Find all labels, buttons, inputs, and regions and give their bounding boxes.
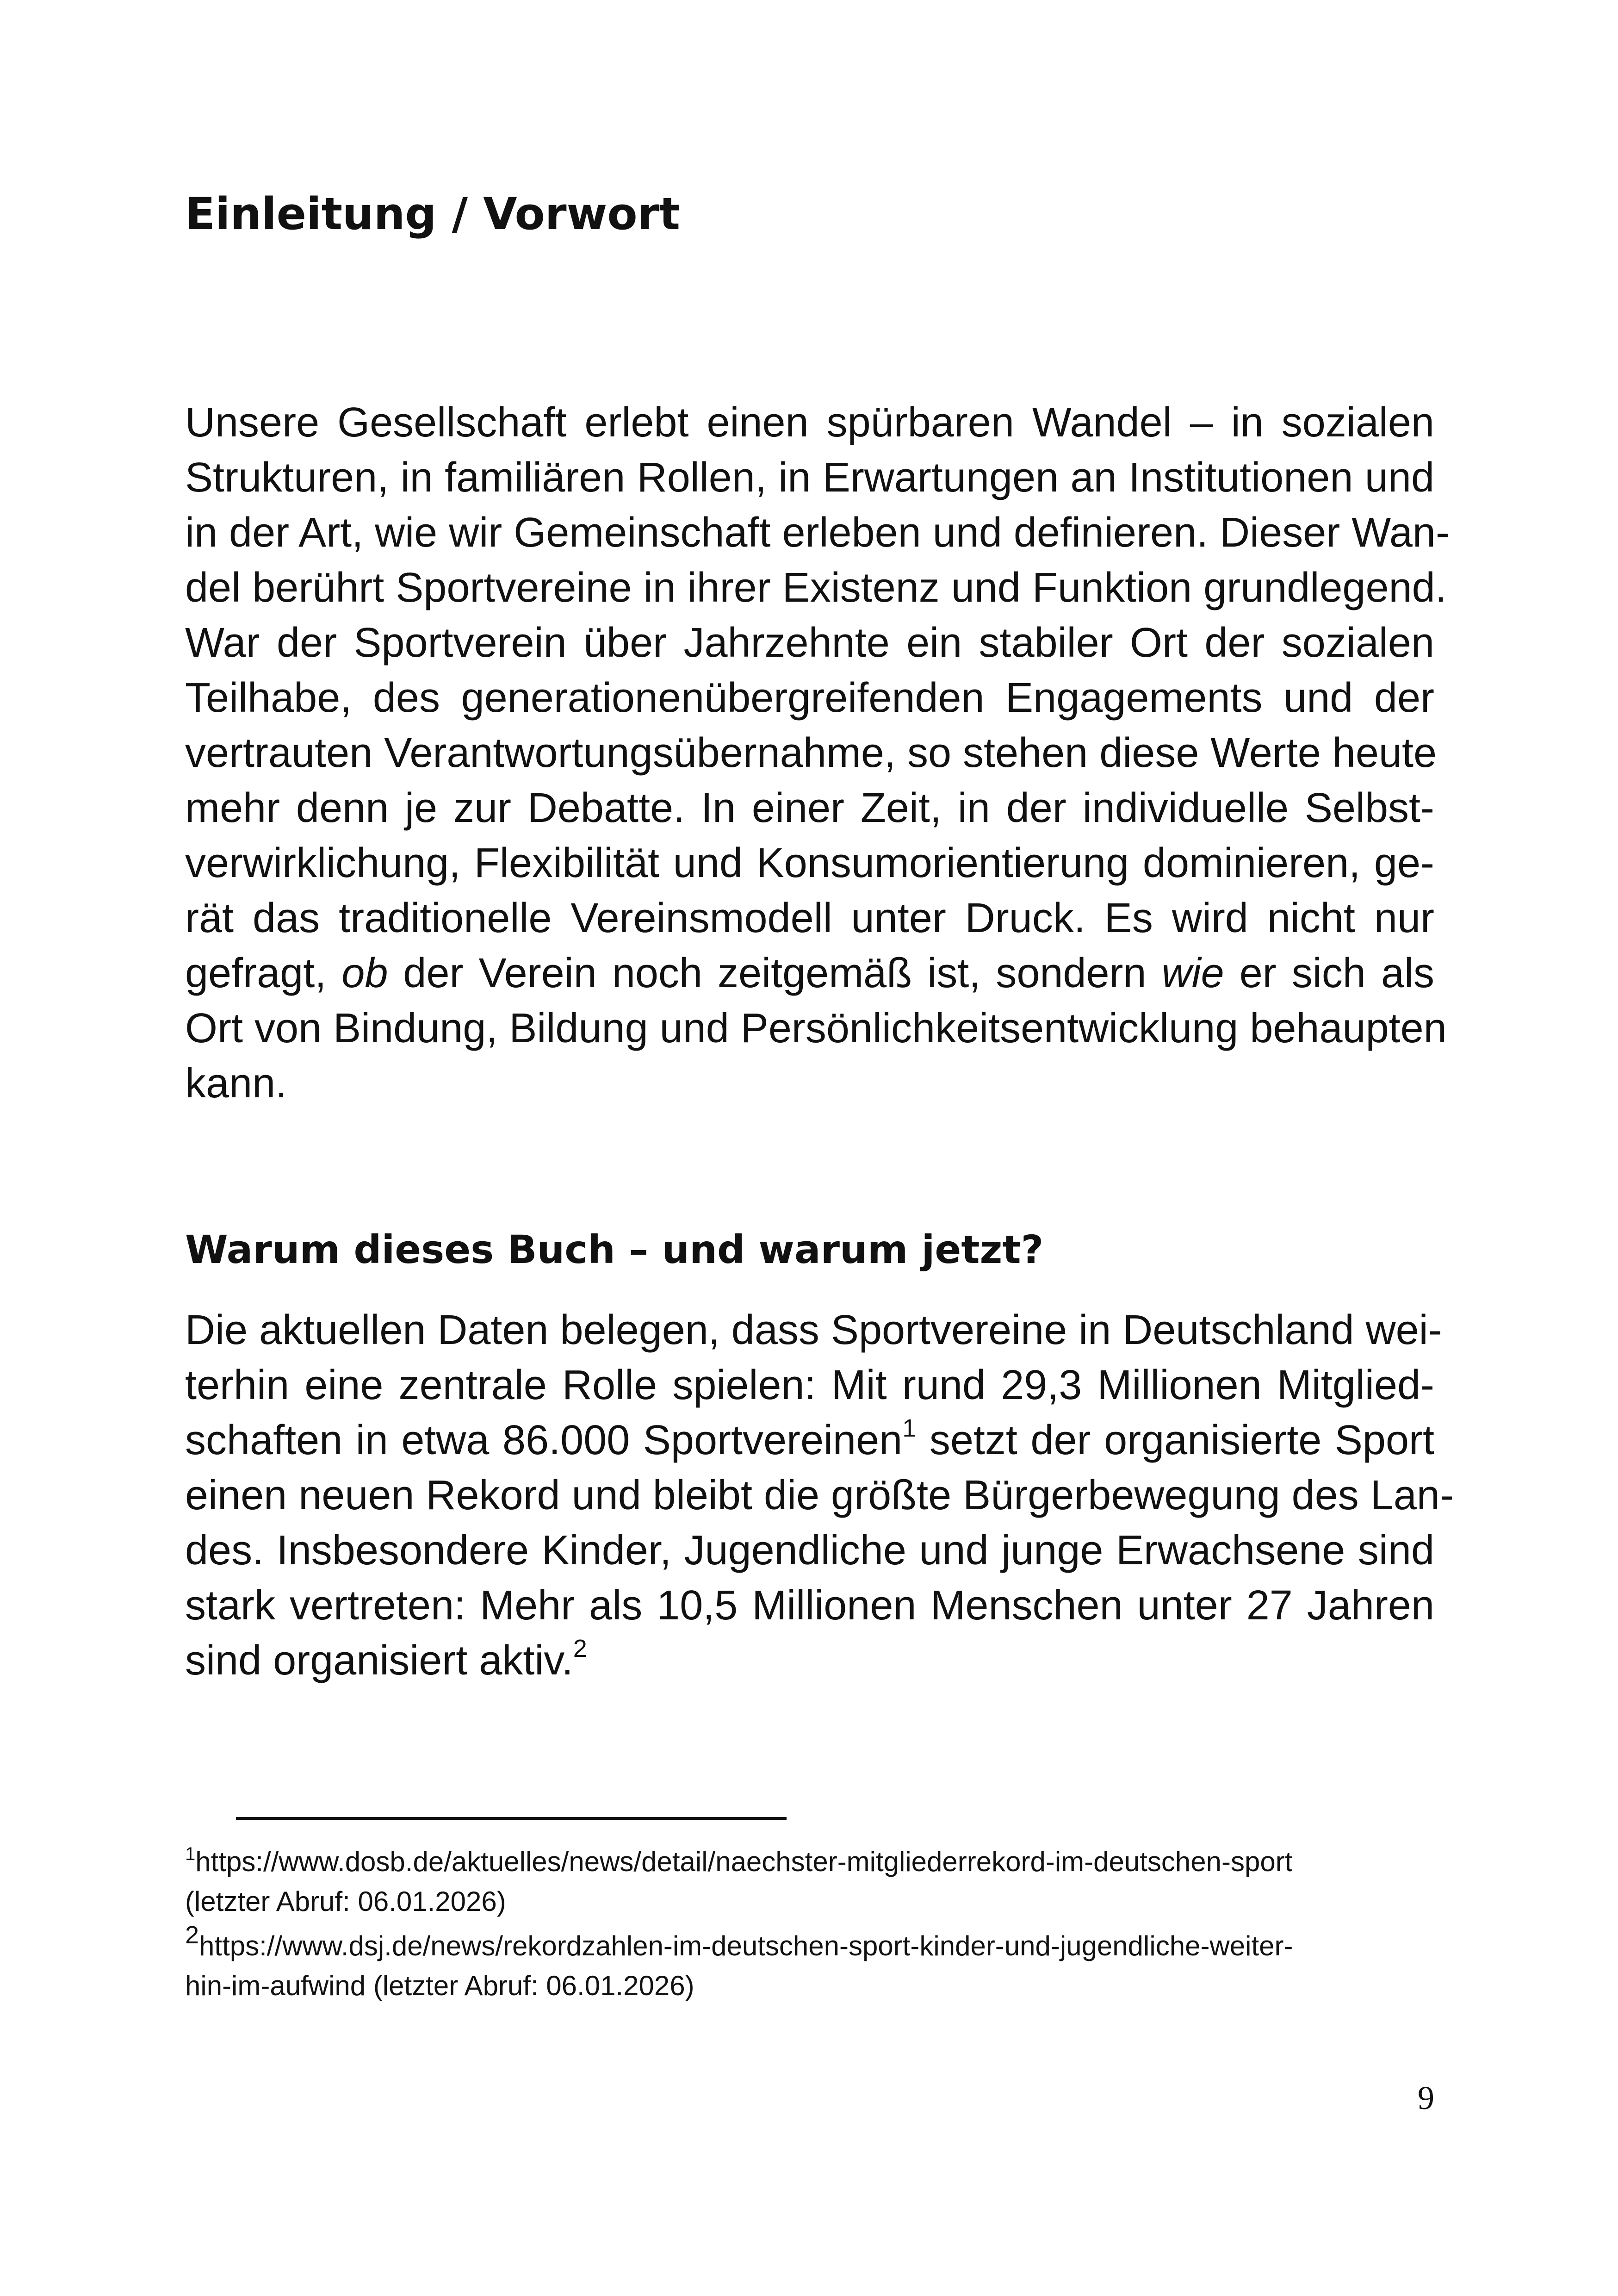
- paragraph-line: Die aktuellen Daten belegen, dass Sportvereine in Deutschland wei-: [185, 1307, 1442, 1353]
- emphasis-ob: ob: [341, 950, 388, 996]
- section-subheading: Warum dieses Buch – und warum jetzt?: [185, 1227, 1044, 1272]
- paragraph-line: einen neuen Rekord und bleibt die größte Bürgerbewegung des Lan-: [185, 1472, 1454, 1518]
- text-run: setzt der organisierte Sport: [916, 1417, 1434, 1463]
- paragraph-line: [185, 946, 1434, 1001]
- footnote-line: hin-im-aufwind (letzter Abruf: 06.01.2026): [185, 1970, 694, 2001]
- paragraph-line: Unsere Gesellschaft erlebt einen spürbaren Wandel – in sozialen: [185, 399, 1434, 446]
- data-paragraph: [185, 1303, 1454, 1688]
- paragraph-line: del berührt Sportvereine in ihrer Existenz und Funktion grundlegend.: [185, 565, 1447, 611]
- footnote-marker: 1: [185, 1844, 196, 1864]
- text-run: der Verein noch zeitgemäß ist, sondern: [388, 950, 1162, 996]
- intro-paragraph: [185, 395, 1450, 1111]
- text-run: sind organisiert aktiv.: [185, 1637, 573, 1684]
- paragraph-line: Ort von Bindung, Bildung und Persönlichkeitsentwicklung behaupten: [185, 1005, 1447, 1052]
- footnote-line: [185, 1921, 1434, 1966]
- paragraph-line: Teilhabe, des generationenübergreifenden Engagements und der: [185, 675, 1434, 721]
- footnote-url-link[interactable]: https://www.dosb.de/aktuelles/news/detail/naechster-mitgliederrekord-im-deutschen-sport: [195, 1846, 1293, 1877]
- footnote-2: [185, 1921, 1434, 2006]
- text-run: er sich als: [1224, 950, 1434, 996]
- paragraph-line: in der Art, wie wir Gemeinschaft erleben und definieren. Dieser Wan-: [185, 510, 1450, 556]
- chapter-heading: Einleitung / Vorwort: [185, 189, 680, 240]
- paragraph-line: kann.: [185, 1060, 287, 1107]
- footnote-line: [185, 1842, 1434, 1882]
- text-run: gefragt,: [185, 950, 342, 996]
- paragraph-line: rät das traditionelle Vereinsmodell unter Druck. Es wird nicht nur: [185, 895, 1434, 941]
- text-run: schaften in etwa 86.000 Sportvereinen: [185, 1417, 903, 1463]
- paragraph-line: stark vertreten: Mehr als 10,5 Millionen Menschen unter 27 Jahren: [185, 1582, 1434, 1629]
- paragraph-line: Strukturen, in familiären Rollen, in Erwartungen an Institutionen und: [185, 454, 1434, 501]
- paragraph-line: [185, 1413, 1434, 1468]
- paragraph-line: [185, 1633, 1434, 1688]
- paragraph-line: vertrauten Verantwortungsübernahme, so stehen diese Werte heute: [185, 730, 1437, 776]
- footnote-ref-2[interactable]: 2: [573, 1635, 587, 1662]
- footnote-marker: 2: [185, 1921, 199, 1949]
- paragraph-line: des. Insbesondere Kinder, Jugendliche und junge Erwachsene sind: [185, 1527, 1434, 1574]
- footnote-separator: [236, 1817, 787, 1820]
- paragraph-line: verwirklichung, Flexibilität und Konsumorientierung dominieren, ge-: [185, 840, 1434, 886]
- paragraph-line: mehr denn je zur Debatte. In einer Zeit, in der individuelle Selbst-: [185, 785, 1434, 831]
- footnote-url-link[interactable]: https://www.dsj.de/news/rekordzahlen-im-deutschen-sport-kinder-und-jugendliche-weiter-: [199, 1930, 1293, 1961]
- paragraph-line: War der Sportverein über Jahrzehnte ein stabiler Ort der sozialen: [185, 620, 1434, 666]
- footnote-1: [185, 1842, 1434, 1922]
- paragraph-line: terhin eine zentrale Rolle spielen: Mit rund 29,3 Millionen Mitglied-: [185, 1362, 1434, 1408]
- page-number: 9: [1418, 2079, 1434, 2116]
- footnote-ref-1[interactable]: 1: [902, 1414, 917, 1442]
- emphasis-wie: wie: [1161, 950, 1224, 996]
- footnote-line: (letzter Abruf: 06.01.2026): [185, 1886, 506, 1917]
